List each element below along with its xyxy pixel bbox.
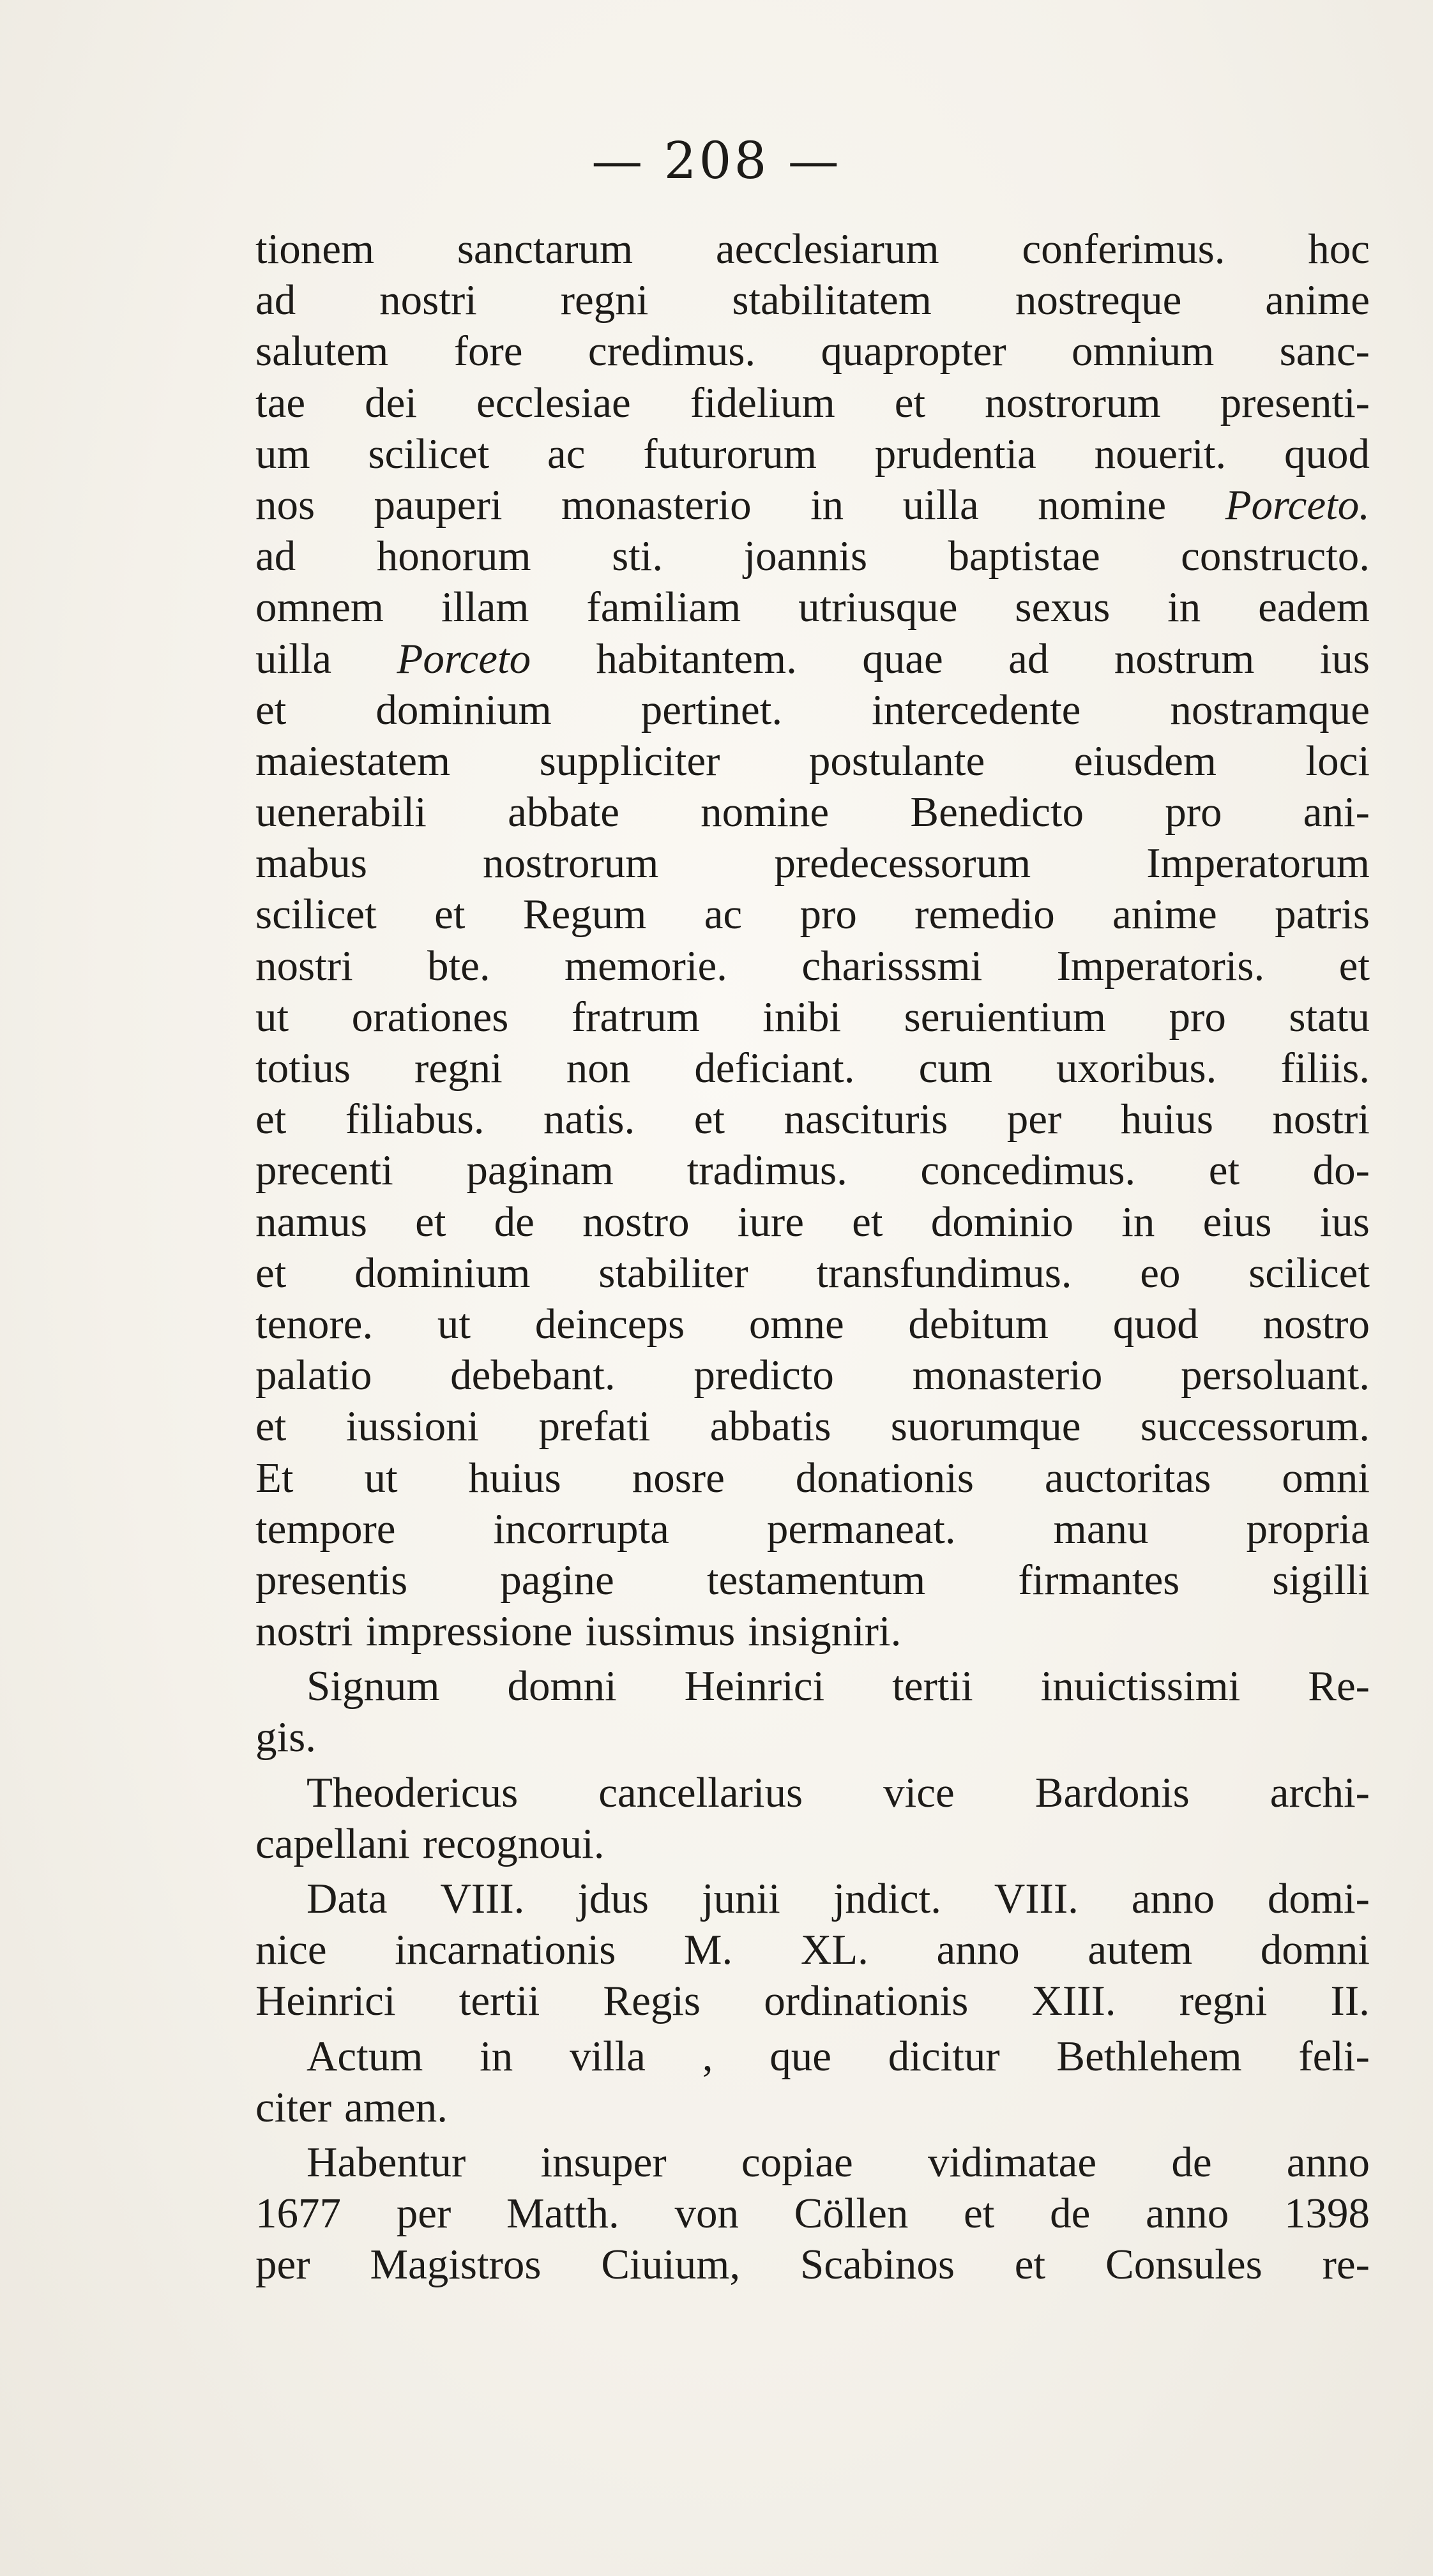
word: orationes [351, 993, 509, 1041]
word: joannis [743, 532, 868, 580]
word: anime [1112, 891, 1217, 938]
word: honorum [376, 532, 531, 580]
word: deinceps [535, 1300, 685, 1348]
word: ut [255, 993, 289, 1041]
text-line [255, 275, 1370, 326]
word: pro [800, 891, 857, 938]
word: citer [255, 2083, 332, 2131]
word: abbate [508, 788, 619, 836]
word: nomine [701, 788, 830, 836]
word: precenti [255, 1147, 393, 1194]
word: tertii [892, 1662, 973, 1710]
word: Actum [307, 2032, 423, 2080]
word: sigilli [1272, 1556, 1370, 1604]
word: et [1208, 1147, 1240, 1194]
text-line [255, 2239, 1370, 2290]
word: aecclesiarum [715, 225, 939, 273]
text-line [255, 1401, 1370, 1452]
word: scilicet [255, 891, 377, 938]
word: uxoribus. [1056, 1044, 1217, 1092]
word: et [852, 1198, 883, 1246]
word: ut [364, 1454, 398, 1502]
word: dominium [375, 686, 552, 734]
word: scilicet [368, 430, 490, 478]
word: memorie. [565, 942, 727, 990]
word: nos [255, 481, 315, 529]
text-line [255, 1350, 1370, 1401]
word: fore [453, 328, 523, 375]
word: Porceto. [1225, 481, 1370, 529]
word: suppliciter [539, 737, 720, 785]
word: iussimus [585, 1608, 736, 1655]
word: tenore. [255, 1300, 374, 1348]
word: permaneat. [766, 1505, 956, 1553]
word: VIII. [994, 1875, 1079, 1922]
word: namus [255, 1198, 367, 1246]
word: per [396, 2190, 451, 2238]
text-line [255, 1555, 1370, 1606]
word: iure [737, 1198, 804, 1246]
word: inuictissimi [1040, 1662, 1241, 1710]
word: que [770, 2032, 832, 2080]
word: uenerabili [255, 788, 427, 836]
word: et [1014, 2241, 1046, 2289]
word: Heinrici [255, 1977, 396, 2025]
body-text [255, 223, 1370, 2291]
word: successorum. [1140, 1403, 1370, 1450]
word: capellani [255, 1819, 410, 1867]
word: Habentur [307, 2138, 466, 2186]
word: Et [255, 1454, 294, 1502]
word: suorumque [890, 1403, 1081, 1450]
word: nostro [1262, 1300, 1370, 1348]
text-line [255, 531, 1370, 582]
text-line [255, 735, 1370, 787]
word: quod [1284, 430, 1370, 478]
word: Regum [522, 891, 647, 938]
text-line [255, 940, 1370, 991]
word: tionem [255, 225, 375, 273]
word: debebant. [450, 1352, 616, 1399]
word: filiabus. [345, 1096, 485, 1143]
text-line [255, 326, 1370, 377]
word: et [255, 1249, 287, 1297]
text-line [255, 991, 1370, 1043]
word: Benedicto [910, 788, 1084, 836]
word: dei [365, 379, 417, 426]
text-line [255, 428, 1370, 479]
word: Bardonis [1035, 1768, 1190, 1816]
word: Data [307, 1875, 388, 1922]
word: bte. [427, 942, 490, 990]
word: predicto [694, 1352, 834, 1399]
word: incorrupta [493, 1505, 669, 1553]
word: regni [1179, 1977, 1268, 2025]
word: dicitur [888, 2032, 1000, 2080]
word: vidimatae [927, 2138, 1097, 2186]
word: de [1171, 2138, 1212, 2186]
word: pro [1165, 788, 1222, 836]
word: re- [1322, 2241, 1370, 2289]
word: presentis [255, 1556, 408, 1604]
word: ius [1319, 1198, 1370, 1246]
text-line [255, 787, 1370, 838]
word: anno [1286, 2138, 1370, 2186]
text-line [255, 684, 1370, 735]
word: propria [1246, 1505, 1370, 1553]
word: anime [1265, 276, 1370, 324]
text-line [255, 1818, 1370, 1869]
word: do- [1312, 1147, 1370, 1194]
word: natis. [543, 1096, 635, 1143]
word: regni [560, 276, 649, 324]
word: utriusque [798, 584, 958, 631]
word: junii [701, 1875, 780, 1922]
word: eadem [1258, 584, 1370, 631]
word: vice [883, 1768, 955, 1816]
word: pro [1169, 993, 1226, 1041]
word: sanctarum [457, 225, 633, 273]
word: presenti- [1220, 379, 1370, 426]
word: monasterio [912, 1352, 1103, 1399]
word: donationis [795, 1454, 974, 1502]
word: ad [255, 532, 296, 580]
word: palatio [255, 1352, 372, 1399]
word: totius [255, 1044, 351, 1092]
word: Consules [1105, 2241, 1262, 2289]
text-line [255, 1661, 1370, 1712]
word: pagine [500, 1556, 614, 1604]
word: impressione [365, 1608, 573, 1655]
word: cancellarius [598, 1768, 803, 1816]
word: incarnationis [395, 1926, 616, 1974]
word: Imperatoris. [1056, 942, 1265, 990]
word: nouerit. [1094, 430, 1227, 478]
word: anno [1131, 1875, 1215, 1922]
word: prefati [538, 1403, 651, 1450]
word: persoluant. [1181, 1352, 1370, 1399]
word: jdus [577, 1875, 649, 1922]
word: salutem [255, 328, 389, 375]
text-line [255, 377, 1370, 428]
word: ad [255, 276, 296, 324]
word: postulante [808, 737, 985, 785]
word: nostri [1272, 1096, 1370, 1143]
word: hoc [1308, 225, 1370, 273]
word: omne [748, 1300, 844, 1348]
text-line [255, 1767, 1370, 1818]
word: illam [441, 584, 529, 631]
word: in [480, 2032, 513, 2080]
text-line [255, 838, 1370, 889]
text-line [255, 2082, 1370, 2133]
word: feli- [1298, 2032, 1370, 2080]
word: intercedente [872, 686, 1081, 734]
word: quod [1112, 1300, 1199, 1348]
word: loci [1305, 737, 1370, 785]
word: recognoui. [422, 1819, 605, 1867]
word: credimus. [588, 328, 756, 375]
text-line [255, 2188, 1370, 2239]
word: nostri [379, 276, 477, 324]
word: et [894, 379, 926, 426]
word: filiis. [1280, 1044, 1370, 1092]
text-line [255, 1299, 1370, 1350]
word: sexus [1015, 584, 1111, 631]
word: concedimus. [920, 1147, 1136, 1194]
word: et [694, 1096, 725, 1143]
word: anno [936, 1926, 1020, 1974]
word: Magistros [370, 2241, 542, 2289]
word: eius [1202, 1198, 1272, 1246]
text-line [255, 1043, 1370, 1094]
word: archi- [1270, 1768, 1370, 1816]
word: amen. [344, 2083, 448, 2131]
word: seruientium [904, 993, 1106, 1041]
word: domni [507, 1662, 617, 1710]
word: dominium [354, 1249, 531, 1297]
word: auctoritas [1044, 1454, 1211, 1502]
word: tertii [459, 1977, 540, 2025]
word: deficiant. [694, 1044, 855, 1092]
word: cum [918, 1044, 992, 1092]
word: nascituris [784, 1096, 948, 1143]
text-line [255, 1503, 1370, 1555]
word: Scabinos [800, 2241, 955, 2289]
word: nosre [632, 1454, 725, 1502]
word: Signum [307, 1662, 440, 1710]
word: quapropter [821, 328, 1006, 375]
word: von [674, 2190, 739, 2238]
word: regni [414, 1044, 503, 1092]
word: tempore [255, 1505, 396, 1553]
word: in [810, 481, 844, 529]
text-line [255, 1924, 1370, 1975]
text-line [255, 582, 1370, 633]
text-line [255, 1712, 1370, 1763]
text-line [255, 633, 1370, 684]
word: ecclesiae [476, 379, 631, 426]
text-line [255, 479, 1370, 531]
word: Theodericus [307, 1768, 519, 1816]
word: omnem [255, 584, 384, 631]
word: insigniri. [748, 1608, 902, 1655]
word: manu [1053, 1505, 1149, 1553]
text-line [255, 2031, 1370, 2082]
word: Heinrici [684, 1662, 825, 1710]
word: Matth. [506, 2190, 619, 2238]
word: nice [255, 1926, 327, 1974]
word: debitum [908, 1300, 1049, 1348]
text-line [255, 1247, 1370, 1299]
word: Ciuium, [601, 2241, 741, 2289]
word: habitantem. [596, 635, 797, 682]
word: sti. [612, 532, 663, 580]
word: , [702, 2032, 713, 2080]
word: et [415, 1198, 446, 1246]
word: et [255, 1096, 287, 1143]
word: ac [704, 891, 743, 938]
word: Porceto [397, 635, 531, 682]
word: pauperi [374, 481, 503, 529]
word: et [964, 2190, 995, 2238]
word: et [1338, 942, 1370, 990]
word: ut [437, 1300, 471, 1348]
word: futurorum [643, 430, 817, 478]
word: uilla [255, 635, 332, 682]
word: nostro [582, 1198, 690, 1246]
word: domni [1260, 1926, 1370, 1974]
word: monasterio [561, 481, 752, 529]
text-line [255, 223, 1370, 275]
word: stabiliter [598, 1249, 748, 1297]
word: nostrorum [482, 840, 659, 887]
text-line [255, 889, 1370, 940]
word: sanc- [1279, 328, 1370, 375]
word: et [255, 1403, 287, 1450]
word: paginam [466, 1147, 614, 1194]
word: maiestatem [255, 737, 451, 785]
word: domi- [1267, 1875, 1370, 1922]
word: transfundimus. [816, 1249, 1072, 1297]
word: per [1006, 1096, 1062, 1143]
word: omnium [1071, 328, 1215, 375]
word: nomine [1038, 481, 1167, 529]
word: statu [1289, 993, 1370, 1041]
word: pertinet. [641, 686, 783, 734]
word: tae [255, 379, 306, 426]
word: conferimus. [1022, 225, 1225, 273]
word: 1677 [255, 2190, 341, 2238]
word: remedio [914, 891, 1055, 938]
word: VIII. [440, 1875, 525, 1922]
word: nostri [255, 1608, 353, 1655]
word: nostrum [1114, 635, 1255, 682]
word: iussioni [345, 1403, 480, 1450]
word: ac [547, 430, 586, 478]
text-line [255, 1452, 1370, 1503]
word: nostreque [1015, 276, 1182, 324]
word: eiusdem [1073, 737, 1217, 785]
word: nostramque [1170, 686, 1370, 734]
word: Imperatorum [1146, 840, 1370, 887]
word: in [1121, 1198, 1155, 1246]
word: quae [862, 635, 943, 682]
word: Bethlehem [1056, 2032, 1242, 2080]
text-line [255, 1606, 1370, 1657]
word: non [566, 1044, 631, 1092]
text-line [255, 1094, 1370, 1145]
word: XL. [800, 1926, 868, 1974]
word: nostri [255, 942, 353, 990]
word: tradimus. [686, 1147, 847, 1194]
word: anno [1146, 2190, 1229, 2238]
word: autem [1088, 1926, 1193, 1974]
word: stabilitatem [732, 276, 932, 324]
word: de [494, 1198, 535, 1246]
word: de [1050, 2190, 1091, 2238]
word: Regis [603, 1977, 701, 2025]
text-line [255, 1145, 1370, 1196]
word: huius [1120, 1096, 1213, 1143]
word: um [255, 430, 310, 478]
word: predecessorum [774, 840, 1031, 887]
word: testamentum [706, 1556, 926, 1604]
text-line [255, 1975, 1370, 2026]
word: gis. [255, 1714, 316, 1761]
word: villa [569, 2032, 646, 2080]
word: prudentia [874, 430, 1036, 478]
word: abbatis [709, 1403, 831, 1450]
word: baptistae [948, 532, 1100, 580]
word: firmantes [1018, 1556, 1180, 1604]
word: fidelium [690, 379, 835, 426]
word: in [1167, 584, 1201, 631]
word: copiae [741, 2138, 853, 2186]
word: mabus [255, 840, 367, 887]
word: eo [1140, 1249, 1181, 1297]
word: 1398 [1284, 2190, 1370, 2238]
word: dominio [930, 1198, 1074, 1246]
page-number: — 208 — [591, 131, 842, 190]
text-line [255, 1196, 1370, 1247]
word: nostrorum [985, 379, 1161, 426]
word: uilla [902, 481, 979, 529]
word: et [434, 891, 466, 938]
word: jndict. [833, 1875, 941, 1922]
word: familiam [586, 584, 741, 631]
word: omni [1282, 1454, 1370, 1502]
word: II. [1330, 1977, 1370, 2025]
word: scilicet [1248, 1249, 1370, 1297]
word: charisssmi [801, 942, 983, 990]
word: ad [1008, 635, 1049, 682]
word: patris [1275, 891, 1370, 938]
text-line [255, 1873, 1370, 1924]
word: et [255, 686, 287, 734]
word: XIII. [1031, 1977, 1116, 2025]
word: huius [468, 1454, 561, 1502]
word: ordinationis [764, 1977, 969, 2025]
word: per [255, 2241, 310, 2289]
text-line [255, 2137, 1370, 2188]
word: M. [683, 1926, 733, 1974]
word: ius [1319, 635, 1370, 682]
word: ani- [1303, 788, 1370, 836]
word: constructo. [1181, 532, 1370, 580]
word: Re- [1308, 1662, 1370, 1710]
word: fratrum [571, 993, 700, 1041]
word: inibi [762, 993, 842, 1041]
word: insuper [540, 2138, 667, 2186]
word: Cöllen [794, 2190, 909, 2238]
